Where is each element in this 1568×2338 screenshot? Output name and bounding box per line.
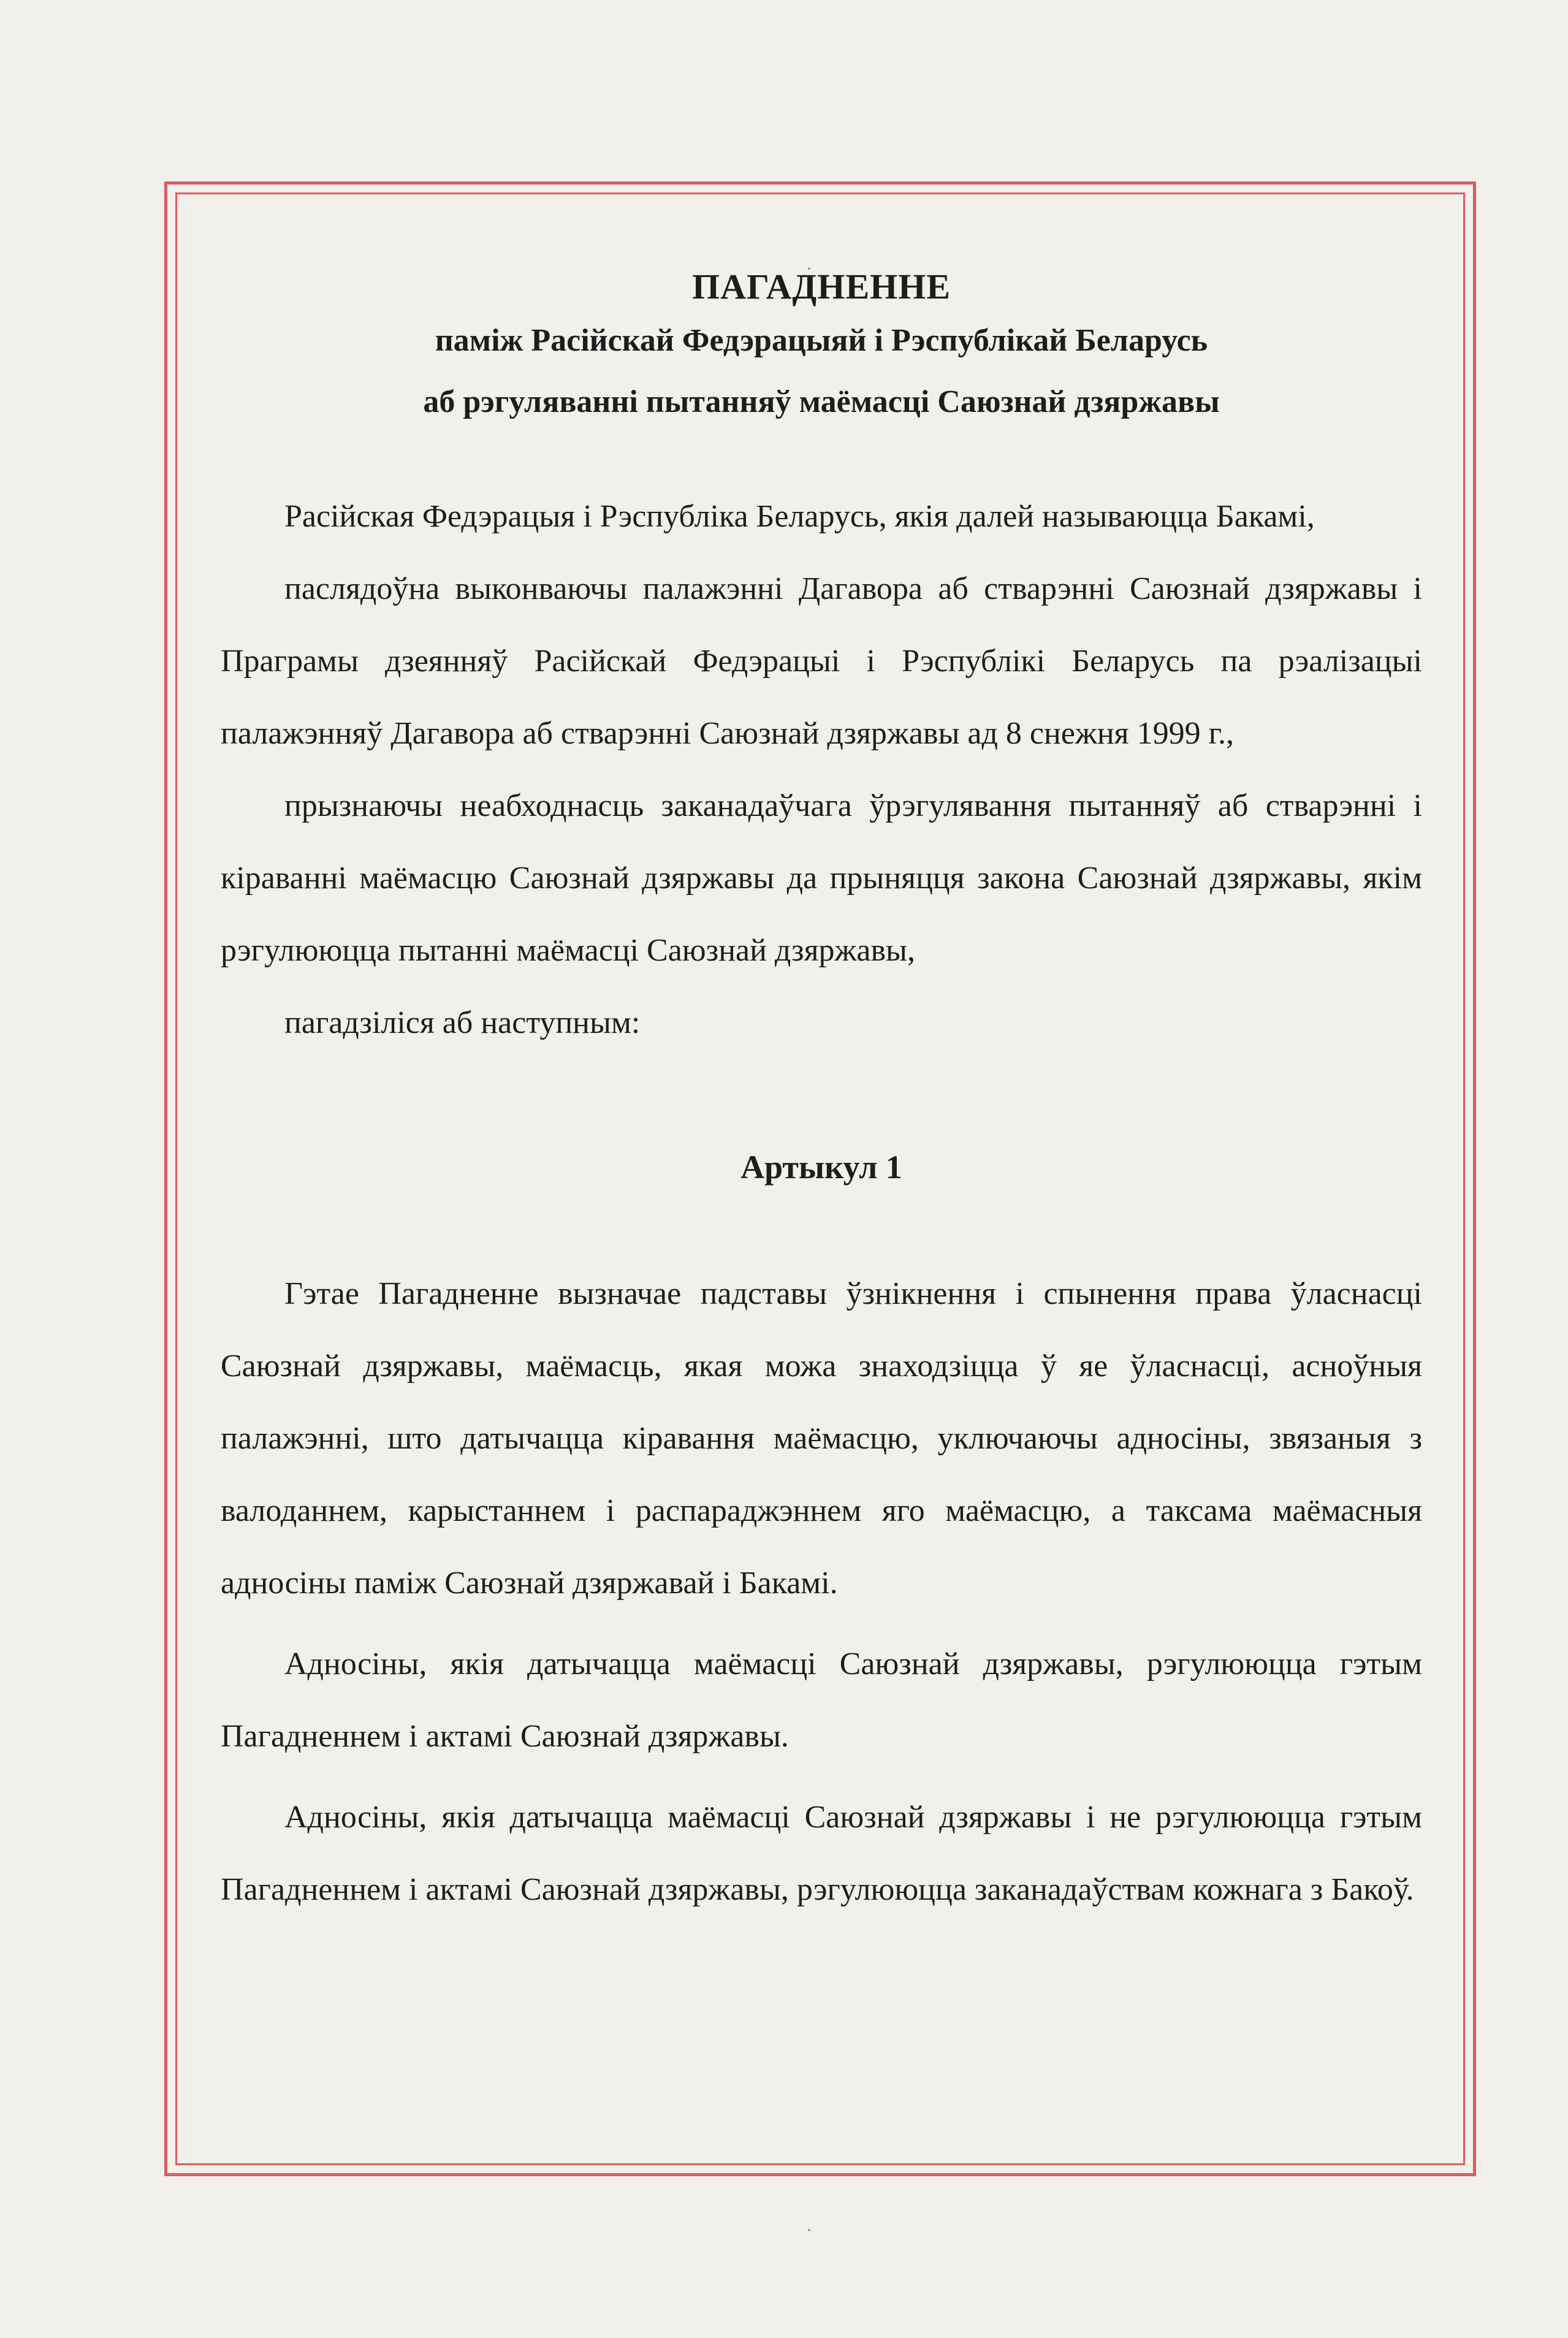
- document-title: ПАГАДНЕННЕ: [691, 267, 951, 307]
- document-subtitle-line-2: аб рэгуляванні пытанняў маёмасці Саюзнай дзяржавы: [423, 384, 1220, 419]
- document-subtitle-line-1: паміж Расійскай Федэрацыяй і Рэспублікай Беларусь: [435, 323, 1208, 358]
- article-paragraph: Адносіны, якія датычацца маёмасці Саюзнай дзяржавы і не рэгулююцца гэтым Пагадненнем і актамі Саюзнай дзяржавы, рэгулююцца заканадаўствам кожнага з Бакоў.: [221, 1800, 1422, 1907]
- document-title-block: [221, 264, 1422, 433]
- preamble-paragraph: прызнаючы неабходнасць заканадаўчага ўрэгулявання пытанняў аб стварэнні і кіраванні маёмасцю Саюзнай дзяржавы да прыняцця закона Саюзнай дзяржавы, якім рэгулююцца пытанні маёмасці Саюзнай дзяржавы,: [221, 788, 1422, 968]
- article-body: [221, 1258, 1422, 1926]
- document-body: [221, 264, 1422, 1926]
- preamble-paragraph: пагадзіліся аб наступным:: [284, 1005, 641, 1040]
- preamble-paragraph: паслядоўна выконваючы палажэнні Дагавора аб стварэнні Саюзнай дзяржавы і Праграмы дзеянняў Расійскай Федэрацыі і Рэспублікі Беларусь па рэалізацыі палажэнняў Дагавора аб стварэнні Саюзнай дзяржавы ад 8 снежня 1999 г.,: [221, 571, 1422, 751]
- article-paragraph: Адносіны, якія датычацца маёмасці Саюзнай дзяржавы, рэгулююцца гэтым Пагадненнем і актамі Саюзнай дзяржавы.: [221, 1647, 1422, 1754]
- preamble-paragraph: Расійская Федэрацыя і Рэспубліка Беларусь, якія далей называюцца Бакамі,: [284, 499, 1315, 534]
- article-paragraph: Гэтае Пагадненне вызначае падставы ўзнікнення і спынення права ўласнасці Саюзнай дзяржавы, маёмасць, якая можа знаходзіцца ў яе ўласнасці, асноўныя палажэнні, што датычацца кіравання маёмасцю, уключаючы адносіны, звязаныя з валоданнем, карыстаннем і распараджэннем яго маёмасцю, а таксама маёмасныя адносіны паміж Саюзнай дзяржавай і Бакамі.: [221, 1276, 1422, 1601]
- article-heading: Артыкул 1: [740, 1149, 902, 1186]
- paper-speck: [808, 2229, 810, 2231]
- preamble: [221, 481, 1422, 1059]
